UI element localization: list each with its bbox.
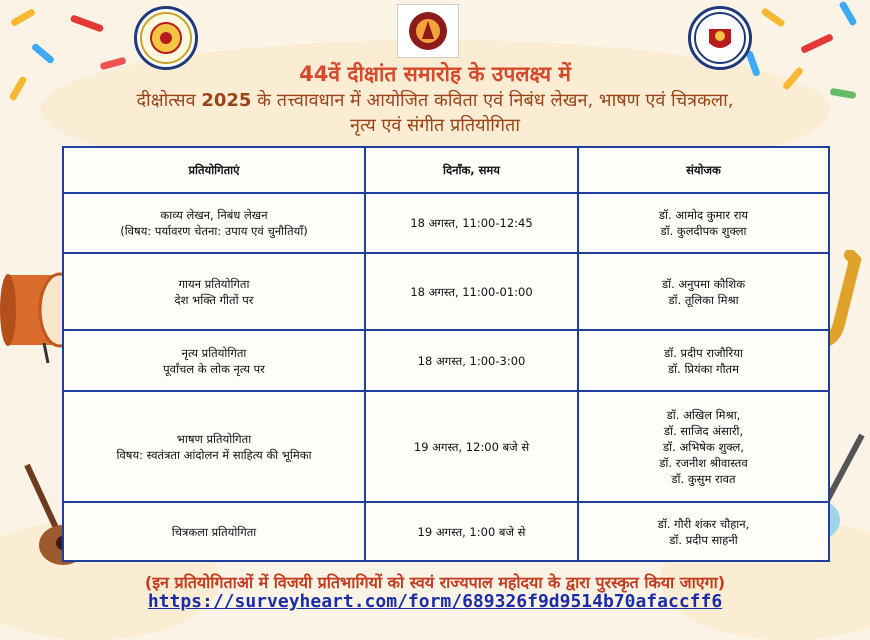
coordinator-cell: [578, 391, 829, 502]
coordinator-name: डॉ. प्रियंका गौतम: [668, 361, 739, 376]
subheading-year: 2025: [201, 90, 252, 111]
coordinator-cell: [578, 253, 829, 330]
registration-link[interactable]: https://surveyheart.com/form/689326f9d9514b70afaccff6: [147, 591, 723, 612]
header-competition: प्रतियोगिताएं: [63, 147, 365, 193]
coordinator-name: डॉ. अखिल मिश्रा,: [666, 407, 741, 422]
header-coordinator: संयोजक: [578, 147, 829, 193]
coordinator-name: डॉ. प्रदीप राजौरिया: [664, 345, 743, 360]
competition-cell: [63, 253, 365, 330]
competition-name: चित्रकला प्रतियोगिता: [171, 524, 257, 539]
competition-cell: [63, 193, 365, 253]
table-row: [63, 193, 829, 253]
subheading-suffix: के तत्त्वावधान में आयोजित कविता एवं निबंध लेखन, भाषण एवं चित्रकला,: [251, 90, 734, 111]
competition-name: काव्य लेखन, निबंध लेखन: [160, 208, 268, 222]
competition-cell: [63, 502, 365, 561]
event-heading: 44वें दीक्षांत समारोह के उपलक्ष्य में: [299, 62, 571, 86]
confetti-piece: [760, 7, 785, 28]
coordinator-name: डॉ. अनुपमा कौशिक: [661, 276, 746, 291]
datetime-cell: 18 अगस्त, 11:00-01:00: [365, 253, 578, 330]
subheading-line3: नृत्य एवं संगीत प्रतियोगिता: [350, 115, 520, 136]
confetti-piece: [800, 33, 834, 54]
competition-name: गायन प्रतियोगिता: [178, 276, 250, 291]
confetti-piece: [70, 14, 104, 32]
competition-topic: विषय: स्वतंत्रता आंदोलन में साहित्य की भूमिका: [116, 447, 312, 462]
event-subheading: [0, 88, 870, 138]
header-datetime: दिनाँक, समय: [365, 147, 578, 193]
confetti-piece: [838, 0, 857, 26]
table-header-row: [63, 147, 829, 193]
coordinator-cell: [578, 193, 829, 253]
competition-cell: [63, 330, 365, 391]
award-note: (इन प्रतियोगिताओं में विजयी प्रतिभागियों को स्वयं राज्यपाल महोदया के द्वारा पुरस्कृत किया जाएगा): [144, 573, 726, 592]
table-row: [63, 253, 829, 330]
coordinator-cell: [578, 502, 829, 561]
coordinator-name: डॉ. अभिषेक शुक्ल,: [663, 439, 744, 454]
coordinator-name: डॉ. कुलदीपक शुक्ला: [660, 224, 747, 238]
confetti-piece: [10, 8, 36, 27]
coordinator-name: डॉ. साजिद अंसारी,: [663, 423, 744, 438]
table-row: [63, 330, 829, 391]
subheading-prefix: दीक्षोत्सव: [136, 90, 202, 111]
competition-topic: देश भक्ति गीतों पर: [174, 292, 254, 307]
datetime-cell: 19 अगस्त, 12:00 बजे से: [365, 391, 578, 502]
table-row: [63, 502, 829, 561]
competition-table: [62, 146, 830, 562]
datetime-cell: 19 अगस्त, 1:00 बजे से: [365, 502, 578, 561]
coordinator-name: डॉ. प्रदीप साहनी: [669, 532, 738, 547]
competition-name: भाषण प्रतियोगिता: [176, 431, 252, 446]
coordinator-cell: [578, 330, 829, 391]
competition-topic: (विषय: पर्यावरण चेतना: उपाय एवं चुनौतियाँ): [120, 224, 308, 238]
coordinator-name: डॉ. कुसुम रावत: [671, 471, 736, 486]
coordinator-name: डॉ. गौरी शंकर चौहान,: [657, 516, 750, 531]
competition-name: नृत्य प्रतियोगिता: [181, 345, 247, 360]
datetime-cell: 18 अगस्त, 1:00-3:00: [365, 330, 578, 391]
club-logo-icon: [397, 4, 459, 58]
competition-cell: [63, 391, 365, 502]
competition-topic: पूर्वांचल के लोक नृत्य पर: [163, 361, 265, 376]
coordinator-name: डॉ. तूलिका मिश्रा: [668, 292, 739, 307]
coordinator-name: डॉ. आमोद कुमार राय: [658, 208, 749, 222]
datetime-cell: 18 अगस्त, 11:00-12:45: [365, 193, 578, 253]
coordinator-name: डॉ. रजनीश श्रीवास्तव: [659, 455, 748, 470]
table-row: [63, 391, 829, 502]
